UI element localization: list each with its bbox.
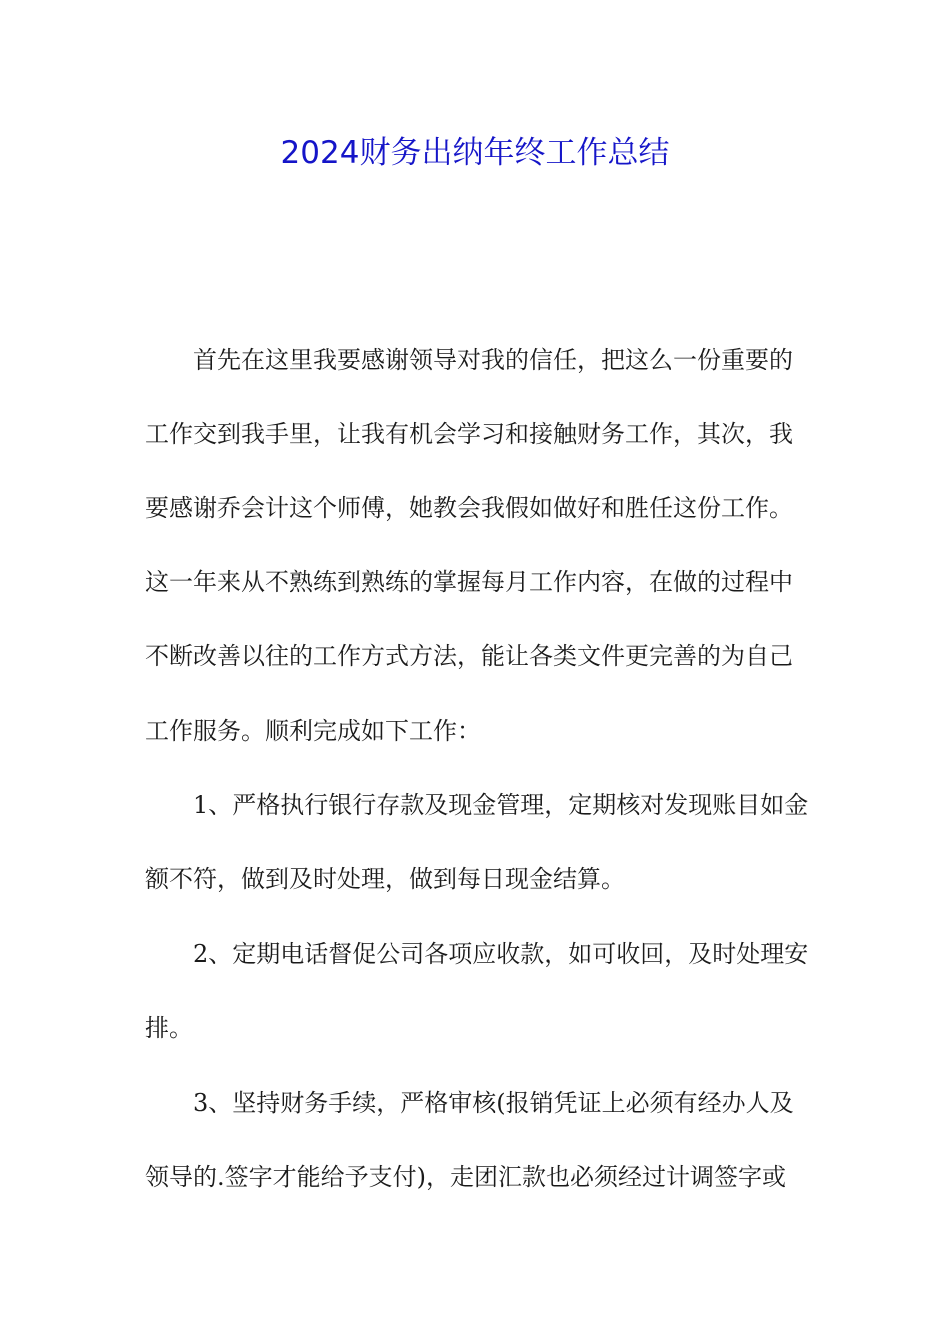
paragraph-line: 首先在这里我要感谢领导对我的信任，把这么一份重要的 — [193, 346, 793, 374]
paragraph-line: 这一年来从不熟练到熟练的掌握每月工作内容，在做的过程中 — [145, 568, 793, 596]
list-item-line: 2、定期电话督促公司各项应收款，如可收回，及时处理安 — [193, 940, 809, 968]
paragraph-line: 不断改善以往的工作方式方法，能让各类文件更完善的为自己 — [145, 642, 793, 670]
list-item-line: 领导的.签字才能给予支付)，走团汇款也必须经过计调签字或 — [145, 1163, 786, 1191]
list-item-line: 1、严格执行银行存款及现金管理，定期核对发现账目如金 — [193, 791, 809, 819]
paragraph-line: 要感谢乔会计这个师傅，她教会我假如做好和胜任这份工作。 — [145, 494, 793, 522]
list-item-line: 排。 — [145, 1014, 193, 1042]
paragraph-line: 工作服务。顺利完成如下工作： — [145, 717, 481, 745]
paragraph-line: 工作交到我手里，让我有机会学习和接触财务工作，其次，我 — [145, 420, 793, 448]
list-item-line: 额不符，做到及时处理，做到每日现金结算。 — [145, 865, 625, 893]
list-item-line: 3、坚持财务手续，严格审核(报销凭证上必须有经办人及 — [193, 1089, 794, 1117]
document-title: 2024财务出纳年终工作总结 — [280, 135, 670, 171]
